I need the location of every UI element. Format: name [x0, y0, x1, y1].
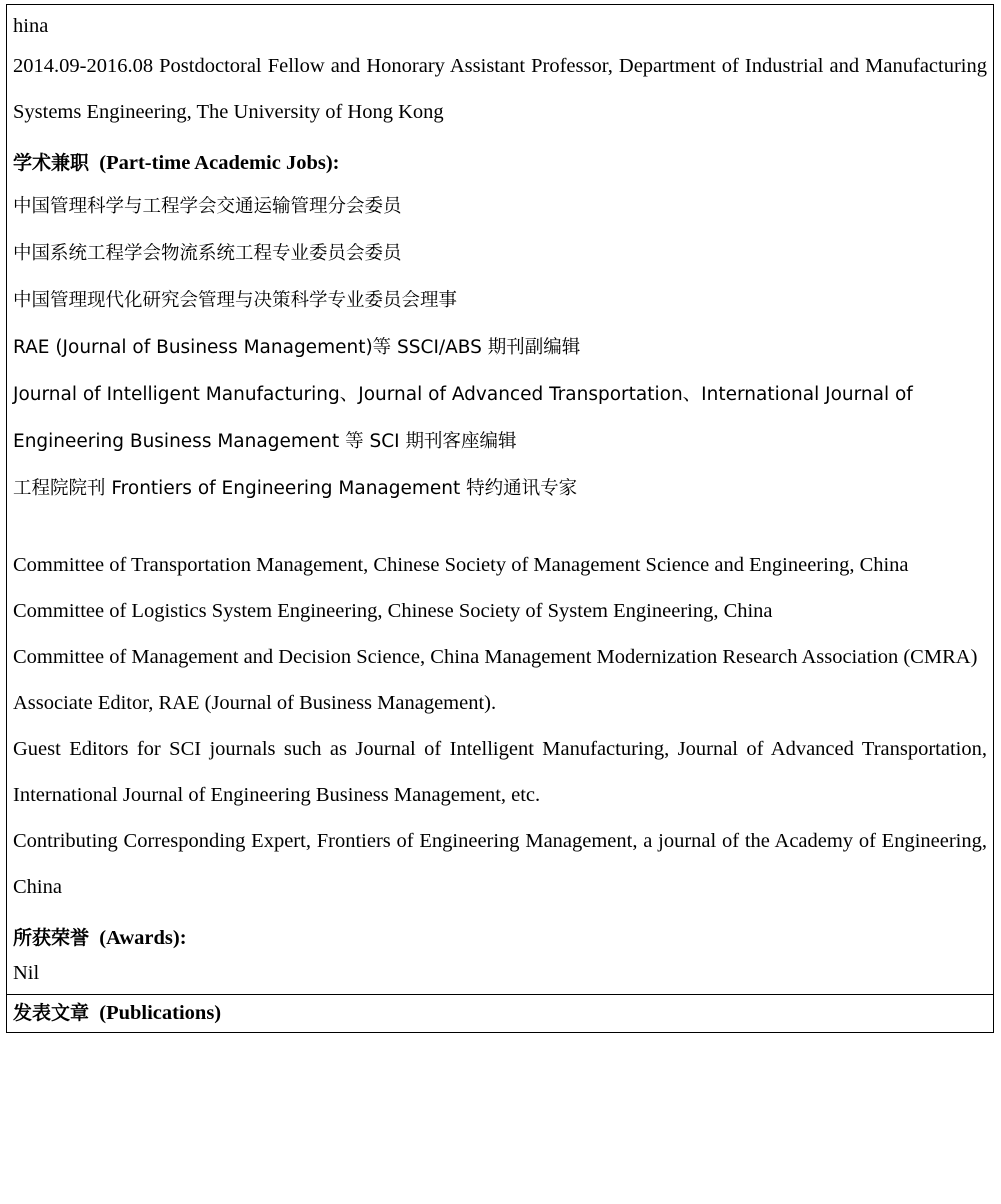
cv-table: [6, 4, 994, 1033]
section-heading-awards: [13, 918, 987, 958]
section-heading-cjk: 学术兼职: [13, 152, 90, 174]
spacer: [13, 512, 987, 542]
academic-job-item-en-2: Committee of Logistics System Engineering, Chinese Society of System Engineering, China: [13, 600, 773, 622]
section-heading-cjk: 所获荣誉: [13, 927, 90, 949]
academic-job-item-cjk-1: 中国管理科学与工程学会交通运输管理分会委员: [13, 196, 402, 217]
academic-job-item-en-5: Guest Editors for SCI journals such as Journal of Intelligent Manufacturing, Journal of Advanced Transportation, International Journal of Engineering Business Management, etc.: [13, 738, 987, 806]
cv-main-cell: [7, 4, 993, 994]
section-heading-part-time-academic-jobs: [13, 143, 987, 183]
postdoc-entry: 2014.09-2016.08 Postdoctoral Fellow and Honorary Assistant Professor, Department of Industrial and Manufacturing Systems Engineering, The University of Hong Kong: [13, 55, 987, 123]
spacer: [13, 910, 987, 918]
spacer: [13, 135, 987, 143]
section-heading-cjk: 发表文章: [13, 1002, 90, 1024]
academic-job-item-cjk-3: 中国管理现代化研究会管理与决策科学专业委员会理事: [13, 290, 458, 311]
section-heading-en: (Publications): [99, 1002, 222, 1024]
academic-job-item-cjk-6: 工程院院刊 Frontiers of Engineering Management 特约通讯专家: [13, 478, 578, 499]
section-heading-en: (Part-time Academic Jobs):: [99, 152, 340, 174]
academic-job-item-en-4: Associate Editor, RAE (Journal of Business Management).: [13, 692, 497, 714]
academic-job-item-en-6: Contributing Corresponding Expert, Frontiers of Engineering Management, a journal of the Academy of Engineering, China: [13, 830, 987, 898]
academic-job-item-en-1: Committee of Transportation Management, Chinese Society of Management Science and Engineering, China: [13, 554, 909, 576]
academic-job-item-en-3: Committee of Management and Decision Science, China Management Modernization Research Association (CMRA): [13, 646, 978, 668]
publications-row: [7, 994, 993, 1033]
academic-job-item-cjk-4: RAE (Journal of Business Management)等 SSCI/ABS 期刊副编辑: [13, 337, 581, 358]
continuation-line: hina: [13, 15, 49, 37]
academic-job-item-cjk-5: Journal of Intelligent Manufacturing、Journal of Advanced Transportation、International Journal of Engineering Business Management 等 SCI 期刊客座编辑: [13, 384, 913, 452]
section-heading-publications: [13, 998, 987, 1028]
section-heading-en: (Awards):: [99, 927, 187, 949]
awards-body: Nil: [13, 962, 40, 984]
academic-job-item-cjk-2: 中国系统工程学会物流系统工程专业委员会委员: [13, 243, 402, 264]
